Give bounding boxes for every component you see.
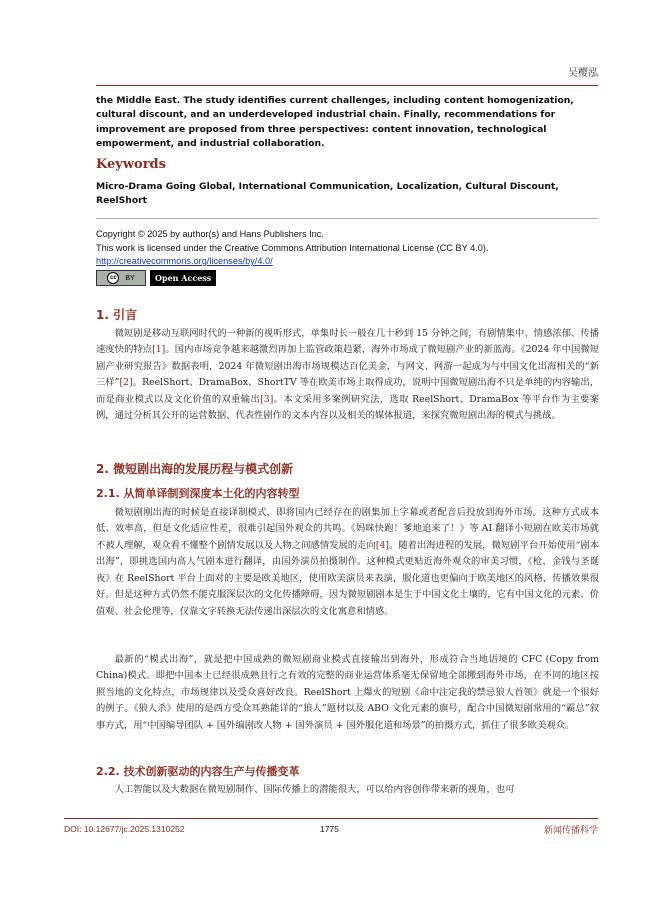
section-1-paragraph xyxy=(96,326,599,425)
running-header-author: 吴樱泓 xyxy=(568,68,598,79)
keywords-heading: Keywords xyxy=(96,157,166,172)
section-2-2-paragraph: 人工智能以及大数据在微短剧制作、国际传播上的潜能很大，可以给内容创作带来新的视角，也可 xyxy=(114,784,515,795)
license-badges xyxy=(96,270,216,286)
citation-link[interactable]: [2] xyxy=(119,377,133,389)
keywords-list: Micro-Drama Going Global, International Communication, Localization, Cultural Discount, ReelShort xyxy=(96,181,559,206)
license-link[interactable]: http://creativecommons.org/licenses/by/4.0/ xyxy=(96,256,273,266)
text-run: 微短剧是移动互联网时代的一种新的视听形式，单集时长一般在几十秒到 15 分钟之间，有剧情集中、情感浓郁、传播速度快的特点 xyxy=(96,328,599,356)
text-run: 。国内市场竞争越来越激烈再加上监管政策趋紧，海外市场成了微短剧产业的新蓝海。《2024 年中国微短剧产业研究报告》数据表明，2024 年微短剧出海市场规模达百亿美金，与网文、网游一起成为与中国文化出海相关的“新三样” xyxy=(96,344,599,389)
text-run: 微短剧刚出海的时候是直接译制模式，即将国内已经存在的剧集加上字幕或者配音后投放到海外市场。这种方式成本低、效率高，但是文化适应性差，很难引起国外观众的共鸣。《妈咪快跑！爹地追来了！》等 AI 翻译小短剧在欧美市场就不被人理解，观众看不懂整个剧情发展以及人物之间感情发展的走向 xyxy=(96,507,599,551)
license-line: This work is licensed under the Creative Commons Attribution International License (CC BY 4.0). xyxy=(96,242,489,253)
abstract-continuation: the Middle East. The study identifies current challenges, including content homogenization, cultural discount, and an underdeveloped industrial chain. Finally, recommendations for improvement are proposed from three perspectives: content innovation, technological empowerment, and industrial collaboration. xyxy=(96,95,574,149)
section-2-1-heading: 2.1. 从简单译制到深度本土化的内容转型 xyxy=(96,487,300,500)
footer-journal-name: 新闻传播科学 xyxy=(543,826,598,836)
citation-link[interactable]: [1] xyxy=(152,344,166,356)
text-run: 。ReelShort、DramaBox、ShortTV 等在欧美市场上取得成功，说明中国微短剧出海不只是单纯的内容输出，而是商业模式以及文化价值的双重输出 xyxy=(96,377,599,405)
license-divider xyxy=(96,218,598,219)
citation-link[interactable]: [4] xyxy=(375,539,389,551)
section-2-heading: 2. 微短剧出海的发展历程与模式创新 xyxy=(96,462,294,476)
text-run: 。本文采用多案例研究法，选取 ReelShort、DramaBox 等平台作为主要案例，通过分析其公开的运营数据、代表性剧作的文本内容以及相关的媒体报道，来探究微短剧出海的模式与挑战。 xyxy=(96,393,599,422)
citation-link[interactable]: [3] xyxy=(260,393,274,405)
footer-page-number: 1775 xyxy=(320,824,339,834)
by-label: BY xyxy=(125,274,135,282)
cc-icon: cc xyxy=(107,272,119,284)
license-block xyxy=(96,228,599,269)
section-1-heading: 1. 引言 xyxy=(96,308,138,322)
copyright-line: Copyright © 2025 by author(s) and Hans Publishers Inc. xyxy=(96,229,324,239)
cc-by-badge[interactable] xyxy=(96,270,146,286)
text-run: 。随着出海进程的发展，微短剧平台开始使用“剧本出海”，即挑选国内高人气剧本进行翻译，由国外演员拍摄制作。这种模式更贴近海外观众的审美习惯，《枪、金钱与圣诞夜》在 ReelShort 平台上面对的主要是欧美地区，使用欧美演员来表演，服化道也更偏向于欧美地区的风格，传播效果很好。但是这种方式仍然不能克服深层次的文化传播障碍，因为微短剧剧本是生于中国文化土壤的，它有中国文化的元素、价值观、社会伦理等，仅靠文字转换无法传递出深层次的文化寓意和情感。 xyxy=(96,539,599,617)
header-divider xyxy=(96,85,598,86)
footer-divider xyxy=(64,818,598,819)
open-access-badge: Open Access xyxy=(150,270,216,286)
section-2-1-paragraph-1 xyxy=(96,505,599,620)
footer-doi: DOI: 10.12677/jc.2025.1310252 xyxy=(64,824,185,834)
section-2-2-heading: 2.2. 技术创新驱动的内容生产与传播变革 xyxy=(96,765,300,778)
section-2-1-paragraph-2: 最新的“模式出海”，就是把中国成熟的微短剧商业模式直接输出到海外，形成符合当地语境的 CFC (Copy from China)模式。即把中国本土已经很成熟且行之有效的完整的商业运营体系毫无保留地全部搬到海外市场，在不同的地区按照当地的文化特点，市场规律以及受众喜好改良。ReelShort 上爆火的短剧《命中注定我的禁忌狼人首领》就是一个很好的例子。《狼人杀》使用的是西方受众耳熟能详的“狼人”题材以及 ABO 文化元素的旗号，配合中国微短剧常用的“霸总”叙事方式，用“中国编导团队 + 国外编剧改人物 + 国外演员 + 国外服化道和场景”的拍摄方式，抓住了很多欧美观众。 xyxy=(96,654,599,731)
